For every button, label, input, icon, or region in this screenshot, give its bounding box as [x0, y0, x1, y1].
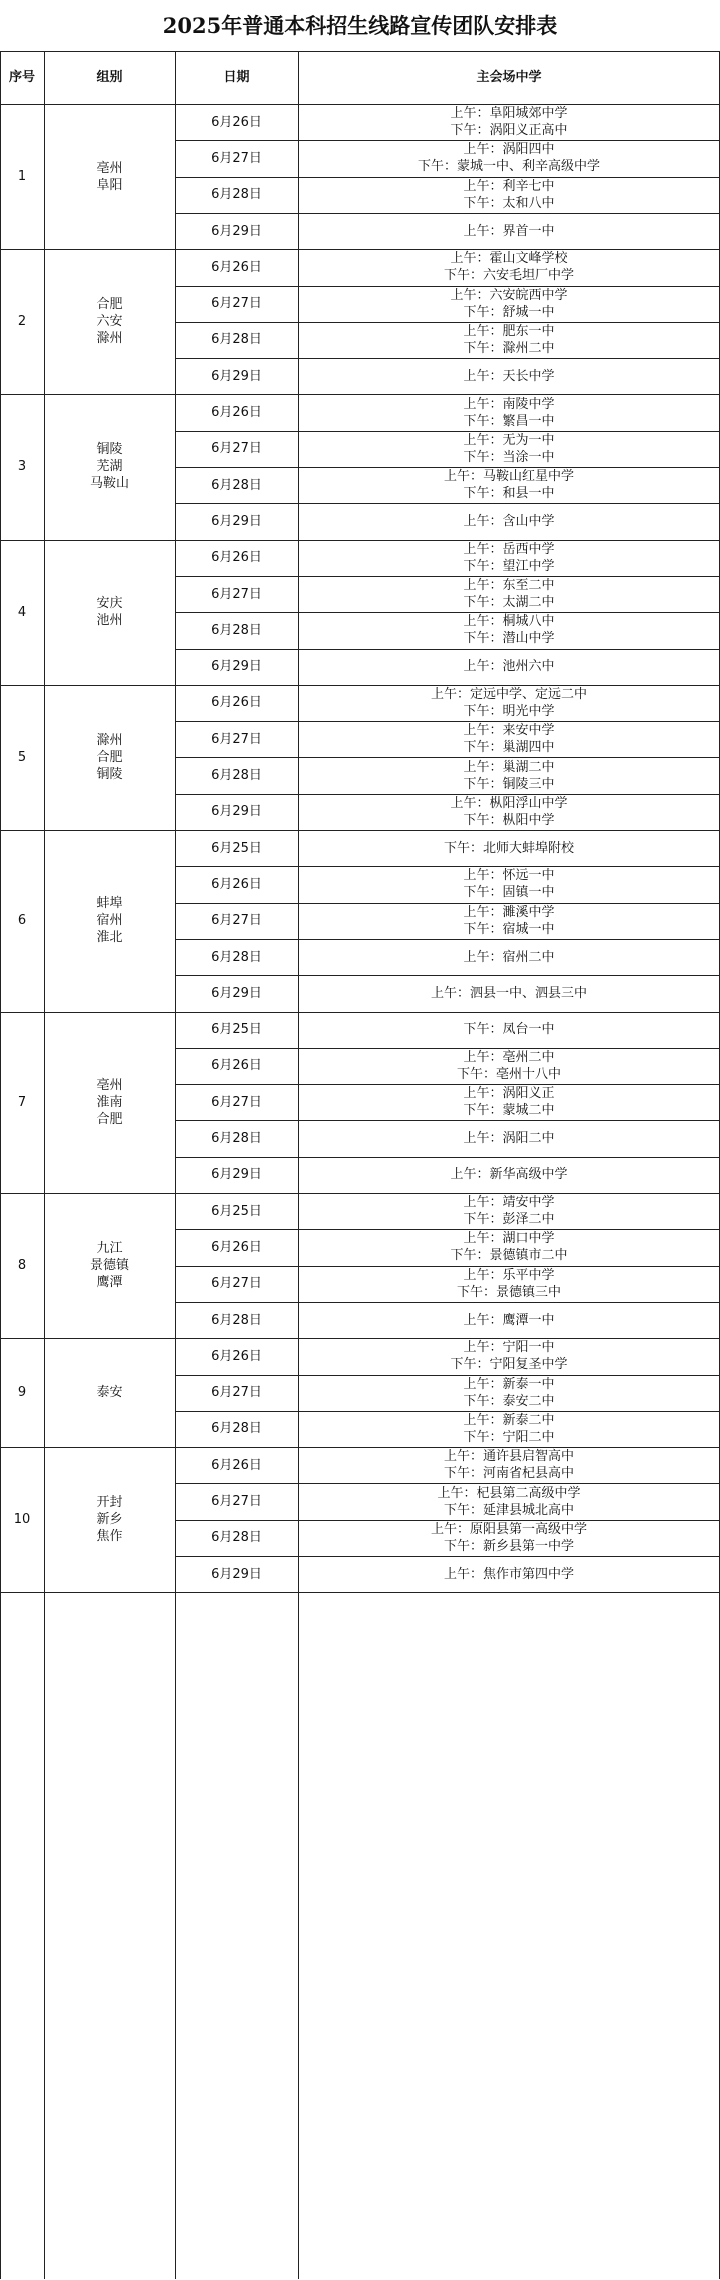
schedule-date: [175, 1375, 298, 1411]
venue-line: 下午：明光中学: [463, 703, 555, 719]
venue-line: 上午：新华高级中学: [450, 1167, 568, 1183]
group-regions: [44, 1193, 175, 1338]
group-number: [0, 104, 44, 249]
venue-line: 下午：宁阳二中: [463, 1429, 555, 1445]
schedule-venue: [298, 685, 720, 721]
region-name: 铜陵: [96, 766, 123, 782]
venue-line: 下午：亳州十八中: [456, 1066, 561, 1082]
venue-line: 下午：巢湖四中: [463, 740, 555, 756]
schedule-date-text: 6月26日: [211, 259, 262, 275]
group-regions: [44, 685, 175, 830]
region-name: 淮南: [96, 1094, 123, 1110]
schedule-date-text: 6月26日: [211, 1239, 262, 1255]
schedule-date-text: 6月26日: [211, 695, 262, 711]
venue-line: 下午：铜陵三中: [463, 776, 555, 792]
venue-line: 上午：界首一中: [463, 223, 555, 239]
schedule-date: [175, 939, 298, 975]
schedule-venue: [298, 213, 720, 249]
schedule-date: [175, 903, 298, 939]
group-number-text: 8: [17, 1258, 27, 1274]
schedule-date-text: 6月26日: [211, 1058, 262, 1074]
schedule-date-text: 6月28日: [211, 768, 262, 784]
venue-line: 下午：繁昌一中: [463, 413, 555, 429]
schedule-venue: [298, 576, 720, 612]
group-number: [0, 1447, 44, 1592]
venue-line: 上午：焦作市第四中学: [443, 1566, 574, 1582]
venue-line: 上午：肥东一中: [463, 323, 555, 339]
schedule-date: [175, 177, 298, 213]
group-number: [0, 249, 44, 394]
venue-line: 下午：涡阳义正高中: [450, 123, 568, 139]
schedule-date: [175, 975, 298, 1011]
schedule-venue: [298, 177, 720, 213]
schedule-table: [0, 51, 720, 2279]
schedule-date-text: 6月29日: [211, 985, 262, 1001]
venue-line: 下午：潜山中学: [463, 631, 555, 647]
schedule-date-text: 6月27日: [211, 731, 262, 747]
venue-line: 下午：当涂一中: [463, 449, 555, 465]
region-name: 池州: [96, 613, 123, 629]
venue-line: 上午：涡阳义正: [463, 1086, 555, 1102]
schedule-date-text: 6月28日: [211, 332, 262, 348]
venue-line: 上午：南陵中学: [463, 396, 555, 412]
schedule-date: [175, 1157, 298, 1193]
venue-line: 上午：含山中学: [463, 513, 555, 529]
venue-line: 下午：蒙城二中: [463, 1103, 555, 1119]
venue-line: 上午：涡阳四中: [463, 142, 555, 158]
schedule-date-text: 6月29日: [211, 1566, 262, 1582]
schedule-date-text: 6月27日: [211, 1385, 262, 1401]
venue-line: 上午：东至二中: [463, 578, 555, 594]
group-regions: [44, 249, 175, 394]
header-venue: [298, 51, 720, 104]
schedule-date: [175, 1556, 298, 1592]
region-name: 九江: [96, 1241, 123, 1257]
group-number: [0, 1193, 44, 1338]
venue-line: 上午：桐城八中: [463, 614, 555, 630]
venue-line: 上午：靖安中学: [463, 1195, 555, 1211]
group-number: [0, 394, 44, 539]
schedule-date: [175, 140, 298, 176]
venue-line: 上午：原阳县第一高级中学: [430, 1521, 587, 1537]
venue-line: 下午：和县一中: [463, 486, 555, 502]
venue-line: 下午：北师大蚌埠附校: [443, 840, 574, 856]
header-no-text: 序号: [8, 70, 35, 85]
schedule-date-text: 6月28日: [211, 477, 262, 493]
venue-line: 下午：固镇一中: [463, 885, 555, 901]
schedule-date-text: 6月27日: [211, 441, 262, 457]
venue-line: 上午：泗县一中、泗县三中: [430, 985, 587, 1001]
schedule-date-text: 6月26日: [211, 1457, 262, 1473]
schedule-date-text: 6月29日: [211, 223, 262, 239]
venue-line: 下午：泰安二中: [463, 1393, 555, 1409]
venue-line: 下午：太湖二中: [463, 595, 555, 611]
schedule-date-text: 6月27日: [211, 150, 262, 166]
schedule-date-text: 6月25日: [211, 1022, 262, 1038]
group-number-text: 7: [17, 1094, 27, 1110]
schedule-date: [175, 721, 298, 757]
schedule-date: [175, 1229, 298, 1265]
schedule-date: [175, 322, 298, 358]
region-name: 六安: [96, 314, 123, 330]
schedule-date-text: 6月29日: [211, 368, 262, 384]
schedule-venue: [298, 540, 720, 576]
schedule-date-text: 6月28日: [211, 187, 262, 203]
schedule-date: [175, 358, 298, 394]
region-name: 合肥: [96, 749, 123, 765]
group-number-text: 2: [17, 314, 27, 330]
schedule-date: [175, 685, 298, 721]
schedule-date-text: 6月27日: [211, 1276, 262, 1292]
group-number: [0, 540, 44, 685]
schedule-venue: [298, 866, 720, 902]
schedule-venue: [298, 1520, 720, 1556]
schedule-date-text: 6月25日: [211, 1203, 262, 1219]
schedule-venue: [298, 1266, 720, 1302]
schedule-date-text: 6月27日: [211, 296, 262, 312]
schedule-date: [175, 249, 298, 285]
region-name: 淮北: [96, 930, 123, 946]
schedule-date-text: 6月26日: [211, 1348, 262, 1364]
region-name: 滁州: [96, 732, 123, 748]
schedule-venue: [298, 1157, 720, 1193]
venue-line: 下午：舒城一中: [463, 304, 555, 320]
venue-line: 上午：通许县启智高中: [443, 1449, 574, 1465]
venue-line: 下午：枞阳中学: [463, 812, 555, 828]
schedule-date-text: 6月28日: [211, 622, 262, 638]
venue-line: 上午：枞阳浮山中学: [450, 795, 568, 811]
schedule-date: [175, 1411, 298, 1447]
group-number-text: 1: [17, 169, 27, 185]
schedule-venue: [298, 249, 720, 285]
group-number-text: 3: [17, 459, 27, 475]
region-name: 泰安: [96, 1385, 123, 1401]
venue-line: 下午：太和八中: [463, 195, 555, 211]
region-name: 亳州: [96, 160, 123, 176]
schedule-date: [175, 757, 298, 793]
schedule-date: [175, 576, 298, 612]
schedule-date-text: 6月28日: [211, 1131, 262, 1147]
venue-line: 上午：利辛七中: [463, 178, 555, 194]
schedule-date: [175, 1120, 298, 1156]
schedule-venue: [298, 1193, 720, 1229]
schedule-date: [175, 866, 298, 902]
region-name: 亳州: [96, 1077, 123, 1093]
schedule-venue: [298, 1012, 720, 1048]
venue-line: 上午：新泰一中: [463, 1376, 555, 1392]
schedule-date-text: 6月27日: [211, 1094, 262, 1110]
venue-line: 上午：岳西中学: [463, 541, 555, 557]
schedule-date: [175, 1084, 298, 1120]
region-name: 焦作: [96, 1529, 123, 1545]
schedule-date-text: 6月27日: [211, 913, 262, 929]
schedule-date: [175, 1012, 298, 1048]
region-name: 景德镇: [89, 1258, 129, 1274]
schedule-venue: [298, 394, 720, 430]
region-name: 铜陵: [96, 442, 123, 458]
schedule-venue: [298, 1229, 720, 1265]
venue-line: 上午：马鞍山红星中学: [443, 469, 574, 485]
schedule-date-text: 6月29日: [211, 513, 262, 529]
region-name: 新乡: [96, 1512, 123, 1528]
group-regions: [44, 1338, 175, 1447]
venue-line: 上午：池州六中: [463, 659, 555, 675]
region-name: 蚌埠: [96, 896, 123, 912]
schedule-venue: [298, 794, 720, 830]
venue-line: 上午：亳州二中: [463, 1049, 555, 1065]
group-number-text: 5: [17, 749, 27, 765]
schedule-venue: [298, 1084, 720, 1120]
schedule-date: [175, 649, 298, 685]
schedule-date: [175, 1302, 298, 1338]
group-regions: [44, 104, 175, 249]
schedule-venue: [298, 975, 720, 1011]
venue-line: 上午：定远中学、定远二中: [430, 686, 587, 702]
group-number-text: 10: [13, 1512, 31, 1528]
venue-line: 上午：霍山文峰学校: [450, 251, 568, 267]
schedule-date: [175, 1447, 298, 1483]
schedule-venue: [298, 1556, 720, 1592]
venue-line: 下午：宿城一中: [463, 921, 555, 937]
header-group-text: 组别: [96, 70, 123, 85]
group-regions: [44, 1447, 175, 1592]
region-name: 开封: [96, 1495, 123, 1511]
schedule-venue: [298, 431, 720, 467]
venue-line: 上午：六安皖西中学: [450, 287, 568, 303]
schedule-venue: [298, 830, 720, 866]
schedule-date: [175, 1338, 298, 1374]
schedule-date: [175, 1048, 298, 1084]
schedule-venue: [298, 612, 720, 648]
schedule-date: [175, 612, 298, 648]
schedule-date-text: 6月27日: [211, 1494, 262, 1510]
region-name: 马鞍山: [89, 476, 129, 492]
venue-line: 上午：无为一中: [463, 432, 555, 448]
region-name: 安庆: [96, 596, 123, 612]
venue-line: 上午：湖口中学: [463, 1231, 555, 1247]
region-name: 鹰潭: [96, 1275, 123, 1291]
venue-line: 上午：怀远一中: [463, 868, 555, 884]
schedule-date-text: 6月25日: [211, 840, 262, 856]
venue-line: 上午：杞县第二高级中学: [437, 1485, 581, 1501]
schedule-date: [175, 1483, 298, 1519]
header-venue-text: 主会场中学: [476, 70, 542, 85]
venue-line: 下午：延津县城北高中: [443, 1502, 574, 1518]
region-name: 滁州: [96, 331, 123, 347]
venue-line: 上午：宿州二中: [463, 949, 555, 965]
region-name: 阜阳: [96, 177, 123, 193]
header-group: [44, 51, 175, 104]
group-number: [0, 685, 44, 830]
schedule-date: [175, 830, 298, 866]
schedule-venue: [298, 1483, 720, 1519]
venue-line: 下午：望江中学: [463, 558, 555, 574]
schedule-venue: [298, 467, 720, 503]
schedule-venue: [298, 721, 720, 757]
schedule-venue: [298, 104, 720, 140]
schedule-date-text: 6月29日: [211, 1167, 262, 1183]
venue-line: 上午：天长中学: [463, 368, 555, 384]
venue-line: 下午：蒙城一中、利辛高级中学: [417, 159, 600, 175]
schedule-venue: [298, 903, 720, 939]
schedule-venue: [298, 1120, 720, 1156]
schedule-date: [175, 1520, 298, 1556]
header-date: [175, 51, 298, 104]
group-number-text: 6: [17, 913, 27, 929]
schedule-date-text: 6月29日: [211, 659, 262, 675]
venue-line: 上午：宁阳一中: [463, 1340, 555, 1356]
schedule-venue: [298, 1447, 720, 1483]
region-name: 合肥: [96, 1111, 123, 1127]
venue-line: 下午：滁州二中: [463, 340, 555, 356]
venue-line: 下午：六安毛坦厂中学: [443, 268, 574, 284]
venue-line: 下午：景德镇三中: [456, 1284, 561, 1300]
venue-line: 下午：河南省杞县高中: [443, 1466, 574, 1482]
schedule-venue: [298, 286, 720, 322]
schedule-date: [175, 467, 298, 503]
header-date-text: 日期: [223, 70, 250, 85]
schedule-venue: [298, 1048, 720, 1084]
schedule-venue: [298, 1302, 720, 1338]
group-regions: [44, 394, 175, 539]
venue-line: 上午：阜阳城郊中学: [450, 106, 568, 122]
venue-line: 上午：来安中学: [463, 723, 555, 739]
page-title: 2025年普通本科招生线路宣传团队安排表: [162, 13, 558, 38]
schedule-date-text: 6月27日: [211, 586, 262, 602]
schedule-date-text: 6月26日: [211, 550, 262, 566]
schedule-date-text: 6月26日: [211, 114, 262, 130]
schedule-date: [175, 503, 298, 539]
schedule-date: [175, 1266, 298, 1302]
schedule-date-text: 6月26日: [211, 405, 262, 421]
schedule-date-text: 6月29日: [211, 804, 262, 820]
schedule-date: [175, 431, 298, 467]
schedule-date: [175, 540, 298, 576]
venue-line: 上午：巢湖二中: [463, 759, 555, 775]
venue-line: 下午：凤台一中: [463, 1022, 555, 1038]
venue-line: 上午：鹰潭一中: [463, 1312, 555, 1328]
header-no: [0, 51, 44, 104]
schedule-venue: [298, 503, 720, 539]
group-regions: [44, 830, 175, 1012]
schedule-date-text: 6月28日: [211, 949, 262, 965]
venue-line: 上午：濉溪中学: [463, 904, 555, 920]
schedule-date-text: 6月28日: [211, 1421, 262, 1437]
venue-line: 上午：乐平中学: [463, 1267, 555, 1283]
schedule-venue: [298, 1338, 720, 1374]
region-name: 芜湖: [96, 459, 123, 475]
group-number: [0, 1012, 44, 1194]
group-regions: [44, 1012, 175, 1194]
schedule-venue: [298, 322, 720, 358]
schedule-date: [175, 104, 298, 140]
grid-line: [0, 1592, 720, 1593]
schedule-date: [175, 394, 298, 430]
schedule-venue: [298, 939, 720, 975]
schedule-venue: [298, 649, 720, 685]
group-regions: [44, 540, 175, 685]
schedule-venue: [298, 1411, 720, 1447]
group-number: [0, 1338, 44, 1447]
schedule-venue: [298, 140, 720, 176]
group-number-text: 4: [17, 604, 27, 620]
venue-line: 下午：景德镇市二中: [450, 1248, 568, 1264]
venue-line: 下午：新乡县第一中学: [443, 1538, 574, 1554]
region-name: 合肥: [96, 297, 123, 313]
group-number-text: 9: [17, 1385, 27, 1401]
region-name: 宿州: [96, 913, 123, 929]
schedule-venue: [298, 757, 720, 793]
schedule-date: [175, 213, 298, 249]
group-number: [0, 830, 44, 1012]
schedule-date-text: 6月26日: [211, 876, 262, 892]
schedule-date-text: 6月28日: [211, 1530, 262, 1546]
venue-line: 下午：宁阳复圣中学: [450, 1357, 568, 1373]
schedule-date: [175, 1193, 298, 1229]
venue-line: 上午：涡阳二中: [463, 1131, 555, 1147]
schedule-date: [175, 794, 298, 830]
schedule-venue: [298, 1375, 720, 1411]
schedule-venue: [298, 358, 720, 394]
schedule-date: [175, 286, 298, 322]
venue-line: 上午：新泰二中: [463, 1412, 555, 1428]
schedule-date-text: 6月28日: [211, 1312, 262, 1328]
venue-line: 下午：彭泽二中: [463, 1212, 555, 1228]
